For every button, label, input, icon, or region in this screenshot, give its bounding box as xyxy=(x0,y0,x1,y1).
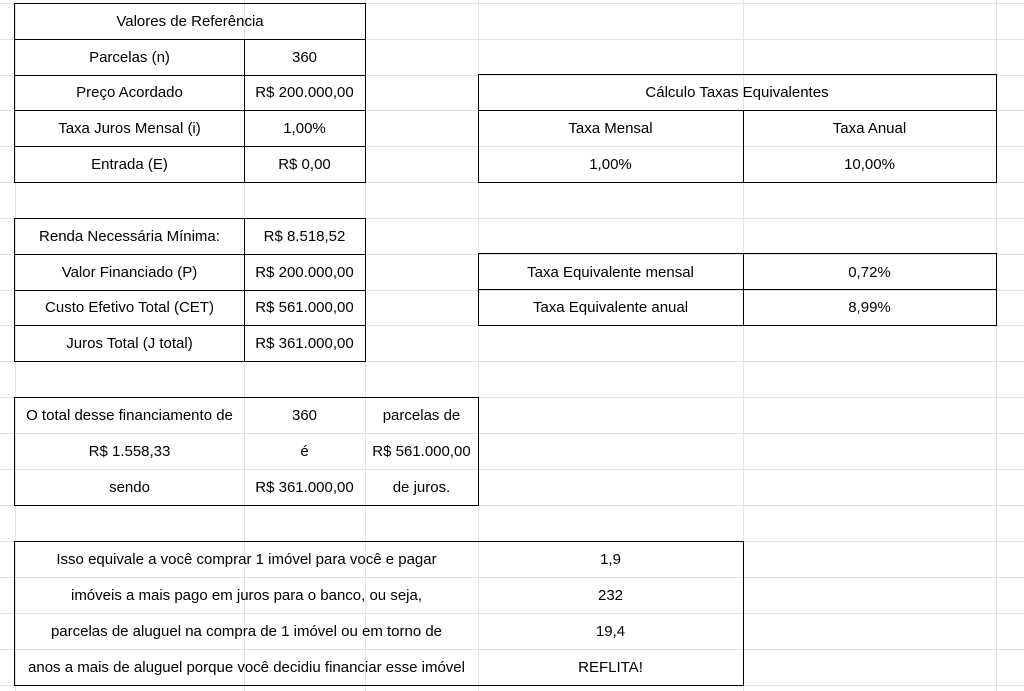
taxa-juros-value: 1,00% xyxy=(283,119,326,137)
reflexao-value-cell[interactable] xyxy=(478,649,743,685)
resultados-value-cell[interactable] xyxy=(244,325,365,361)
taxas-header-cell[interactable] xyxy=(743,110,996,146)
equivalente-mensal-label: Taxa Equivalente mensal xyxy=(527,263,694,281)
reflexao-text-cell[interactable] xyxy=(15,541,478,577)
parcelas-value: 360 xyxy=(291,48,318,66)
cet-value: R$ 561.000,00 xyxy=(255,299,354,316)
taxas-value-cell[interactable] xyxy=(743,146,996,182)
taxas-header-cell[interactable] xyxy=(478,110,743,146)
reflexao-text-cell[interactable] xyxy=(15,613,478,649)
equivalente-anual-value: 8,99% xyxy=(848,299,891,316)
resultados-value-cell[interactable] xyxy=(244,290,365,325)
valores-label-cell[interactable] xyxy=(15,146,244,182)
resultados-value-cell[interactable] xyxy=(244,218,365,254)
valores-label-cell[interactable] xyxy=(15,75,244,110)
valores-label-cell[interactable] xyxy=(15,110,244,146)
reflexao-text-cell[interactable] xyxy=(15,577,478,613)
equivalente-label-cell[interactable] xyxy=(478,290,743,325)
reflexao-text: Isso equivale a você comprar 1 imóvel para você e pagar xyxy=(56,550,437,568)
resumo-cell[interactable] xyxy=(244,397,365,433)
table-border xyxy=(14,39,366,40)
resultados-label-cell[interactable] xyxy=(15,290,244,325)
resultados-label-cell[interactable] xyxy=(15,218,244,254)
grid-row-line xyxy=(0,505,1024,506)
taxa-mensal-header: Taxa Mensal xyxy=(568,119,653,137)
valores-value-cell[interactable] xyxy=(244,75,365,110)
resumo-cell[interactable] xyxy=(244,433,365,469)
resumo-cell[interactable] xyxy=(244,469,365,505)
taxas-title-cell[interactable] xyxy=(478,75,996,110)
table-border xyxy=(478,110,997,111)
table-border xyxy=(14,75,366,76)
juros-total-value: R$ 361.000,00 xyxy=(255,334,354,352)
valor-financiado-label: Valor Financiado (P) xyxy=(61,263,198,281)
equivalente-mensal-value: 0,72% xyxy=(848,263,891,281)
resumo-text: sendo xyxy=(109,478,150,496)
valores-label-cell[interactable] xyxy=(15,39,244,75)
reflexao-value: REFLITA! xyxy=(578,658,643,676)
table-border xyxy=(14,325,366,326)
resumo-text: de juros. xyxy=(392,478,451,496)
resumo-text: é xyxy=(300,442,309,460)
reflexao-text: parcelas de aluguel na compra de 1 imóvel ou em torno de xyxy=(50,622,443,640)
grid-row-line xyxy=(0,685,1024,686)
resumo-text: O total desse financiamento de xyxy=(26,406,233,424)
reflexao-text-cell[interactable] xyxy=(15,649,478,685)
equivalente-value-cell[interactable] xyxy=(743,254,996,290)
resumo-cell[interactable] xyxy=(365,397,478,433)
resumo-parcela-valor: R$ 1.558,33 xyxy=(88,442,171,460)
equivalente-label-cell[interactable] xyxy=(478,254,743,290)
reflexao-value-cell[interactable] xyxy=(478,541,743,577)
taxas-title: Cálculo Taxas Equivalentes xyxy=(645,84,829,101)
reflexao-text: anos a mais de aluguel porque você decidiu financiar esse imóvel xyxy=(28,658,465,676)
parcelas-label: Parcelas (n) xyxy=(89,48,170,66)
valores-value-cell[interactable] xyxy=(244,110,365,146)
preco-label: Preço Acordado xyxy=(76,84,183,101)
table-border xyxy=(14,110,366,111)
equivalente-anual-label: Taxa Equivalente anual xyxy=(532,299,689,316)
reflexao-value-cell[interactable] xyxy=(478,613,743,649)
taxa-juros-label: Taxa Juros Mensal (i) xyxy=(58,119,201,137)
resumo-cell[interactable] xyxy=(15,469,244,505)
table-border xyxy=(14,254,366,255)
taxa-anual-header: Taxa Anual xyxy=(832,119,907,137)
grid-column-line xyxy=(996,0,997,691)
valores-value-cell[interactable] xyxy=(244,146,365,182)
renda-label: Renda Necessária Mínima: xyxy=(39,227,220,245)
resumo-cell[interactable] xyxy=(365,433,478,469)
valores-value-cell[interactable] xyxy=(244,39,365,75)
reflexao-value-cell[interactable] xyxy=(478,577,743,613)
cet-label: Custo Efetivo Total (CET) xyxy=(45,299,214,316)
resumo-total: R$ 561.000,00 xyxy=(372,442,471,460)
resumo-juros: R$ 361.000,00 xyxy=(255,478,354,496)
resumo-cell[interactable] xyxy=(15,397,244,433)
entrada-value: R$ 0,00 xyxy=(278,155,331,173)
renda-value: R$ 8.518,52 xyxy=(263,227,346,245)
table-border xyxy=(14,146,366,147)
reflexao-value: 19,4 xyxy=(595,622,626,640)
grid-row-line xyxy=(0,182,1024,183)
taxas-value-cell[interactable] xyxy=(478,146,743,182)
table-border xyxy=(743,110,744,182)
taxa-anual-value: 10,00% xyxy=(844,155,895,173)
valores-title: Valores de Referência xyxy=(116,12,264,30)
grid-row-line xyxy=(0,361,1024,362)
juros-total-label: Juros Total (J total) xyxy=(66,334,193,352)
resultados-label-cell[interactable] xyxy=(15,254,244,290)
resumo-parcelas: 360 xyxy=(291,406,318,424)
table-border xyxy=(244,39,245,182)
reflexao-text: imóveis a mais pago em juros para o banco, ou seja, xyxy=(70,586,423,604)
table-border xyxy=(244,218,245,361)
reflexao-value: 1,9 xyxy=(600,550,621,568)
preco-value: R$ 200.000,00 xyxy=(255,84,354,101)
resumo-text: parcelas de xyxy=(382,406,461,424)
valores-title-cell[interactable] xyxy=(15,3,365,39)
table-border xyxy=(14,290,366,291)
table-border xyxy=(478,289,997,290)
resultados-value-cell[interactable] xyxy=(244,254,365,290)
reflexao-value: 232 xyxy=(597,586,624,604)
resumo-cell[interactable] xyxy=(15,433,244,469)
resumo-cell[interactable] xyxy=(365,469,478,505)
resultados-label-cell[interactable] xyxy=(15,325,244,361)
valor-financiado-value: R$ 200.000,00 xyxy=(255,263,354,281)
table-border xyxy=(743,253,744,325)
taxa-mensal-value: 1,00% xyxy=(589,155,632,173)
entrada-label: Entrada (E) xyxy=(91,155,168,173)
equivalente-value-cell[interactable] xyxy=(743,290,996,325)
